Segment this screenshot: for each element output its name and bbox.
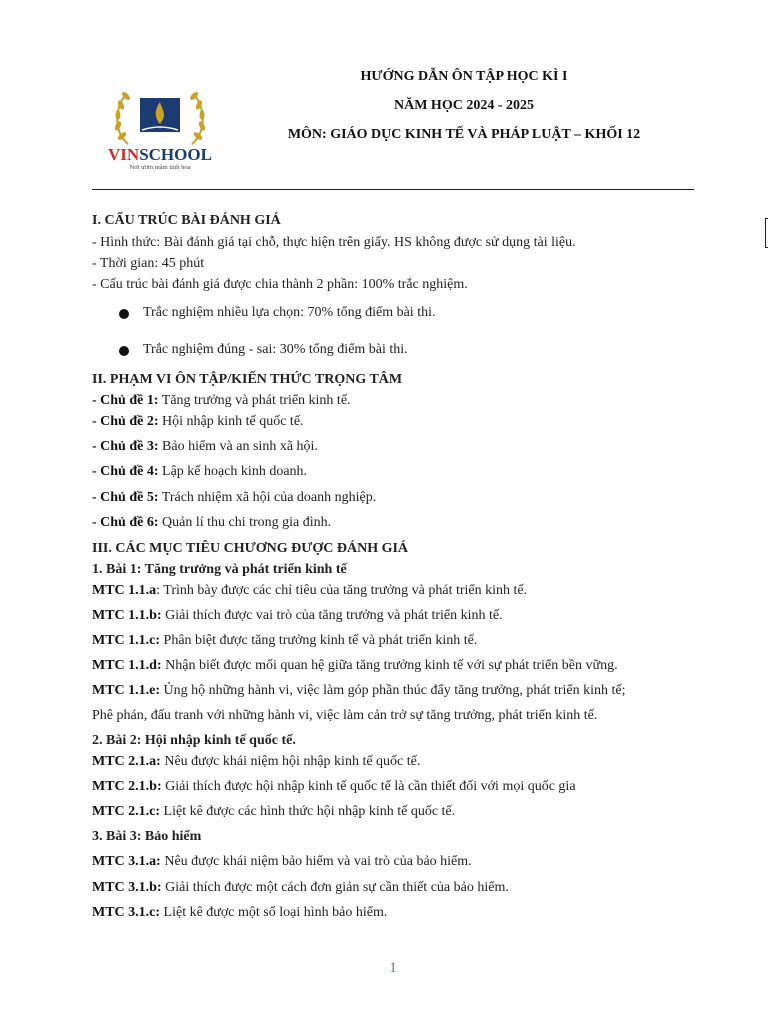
objective-item: MTC 3.1.c: Liệt kê được một số loại hình bảo hiểm.: [92, 905, 388, 920]
logo-wordmark: VINSCHOOL: [108, 145, 212, 164]
section-1-line: - Thời gian: 45 phút: [92, 256, 205, 271]
objective-item: MTC 1.1.a: Trình bày được các chỉ tiêu của tăng trưởng và phát triển kinh tế.: [92, 583, 528, 598]
header-school-year: NĂM HỌC 2024 - 2025: [394, 98, 534, 113]
header-subject: MÔN: GIÁO DỤC KINH TẾ VÀ PHÁP LUẬT – KHỐI 12: [287, 127, 641, 142]
objective-item: MTC 2.1.a: Nêu được khái niệm hội nhập kinh tế quốc tế.: [92, 754, 421, 769]
objective-item: MTC 3.1.a: Nêu được khái niệm bảo hiểm và vai trò của bảo hiểm.: [92, 854, 472, 869]
section-1-line: - Hình thức: Bài đánh giá tại chỗ, thực hiện trên giấy. HS không được sử dụng tài liệu.: [92, 235, 576, 250]
lesson-3-title: 3. Bài 3: Bảo hiểm: [92, 829, 202, 844]
objective-continuation: Phê phán, đấu tranh với những hành vi, việc làm cản trở sự tăng trưởng, phát triển kinh tế.: [92, 708, 598, 723]
topic-item: - Chủ đề 3: Bảo hiểm và an sinh xã hội.: [92, 439, 318, 454]
lesson-2-title: 2. Bài 2: Hội nhập kinh tế quốc tế.: [92, 733, 296, 748]
topic-item: - Chủ đề 6: Quản lí thu chi trong gia đình.: [92, 515, 332, 530]
bullet-icon: [119, 346, 129, 356]
objective-item: MTC 1.1.d: Nhận biết được mối quan hệ giữa tăng trưởng kinh tế với sự phát triển bền vững.: [92, 658, 618, 673]
objective-item: MTC 3.1.b: Giải thích được một cách đơn giản sự cần thiết của bảo hiểm.: [92, 880, 509, 895]
objective-item: MTC 1.1.e: Ủng hộ những hành vi, việc làm góp phần thúc đẩy tăng trưởng, phát triển kinh tế;: [92, 683, 626, 698]
topic-item: - Chủ đề 5: Trách nhiệm xã hội của doanh nghiệp.: [92, 490, 377, 505]
lesson-1-title: 1. Bài 1: Tăng trưởng và phát triển kinh tế: [92, 562, 347, 577]
bullet-icon: [119, 309, 129, 319]
header-title: HƯỚNG DẪN ÔN TẬP HỌC KÌ I: [360, 69, 568, 84]
objective-item: MTC 1.1.c: Phân biệt được tăng trưởng kinh tế và phát triển kinh tế.: [92, 633, 478, 648]
vinschool-logo: [98, 80, 222, 172]
topic-item: - Chủ đề 1: Tăng trưởng và phát triển kinh tế.: [92, 393, 351, 408]
topic-item: - Chủ đề 2: Hội nhập kinh tế quốc tế.: [92, 414, 304, 429]
logo-tagline: Nơi ươm mầm tinh hoa: [129, 164, 191, 171]
bullet-item: Trắc nghiệm nhiều lựa chọn: 70% tổng điểm bài thi.: [143, 305, 436, 320]
section-3-title: III. CÁC MỤC TIÊU CHƯƠNG ĐƯỢC ĐÁNH GIÁ: [92, 541, 409, 556]
objective-item: MTC 2.1.b: Giải thích được hội nhập kinh tế quốc tế là cần thiết đối với mọi quốc gia: [92, 779, 576, 794]
header-divider: [92, 189, 694, 190]
section-2-title: II. PHẠM VI ÔN TẬP/KIẾN THỨC TRỌNG TÂM: [92, 372, 403, 387]
section-1-line: - Cấu trúc bài đánh giá được chia thành 2 phần: 100% trắc nghiệm.: [92, 277, 468, 292]
objective-item: MTC 1.1.b: Giải thích được vai trò của tăng trưởng và phát triển kinh tế.: [92, 608, 503, 623]
book-flame-icon: [140, 98, 180, 132]
topic-item: - Chủ đề 4: Lập kế hoạch kinh doanh.: [92, 464, 308, 479]
objective-item: MTC 2.1.c: Liệt kê được các hình thức hội nhập kinh tế quốc tế.: [92, 804, 456, 819]
section-1-title: I. CẤU TRÚC BÀI ĐÁNH GIÁ: [92, 213, 281, 228]
bullet-item: Trắc nghiệm đúng - sai: 30% tổng điểm bài thi.: [143, 342, 408, 357]
document-header: [258, 66, 670, 153]
page-number: 1: [389, 960, 397, 976]
